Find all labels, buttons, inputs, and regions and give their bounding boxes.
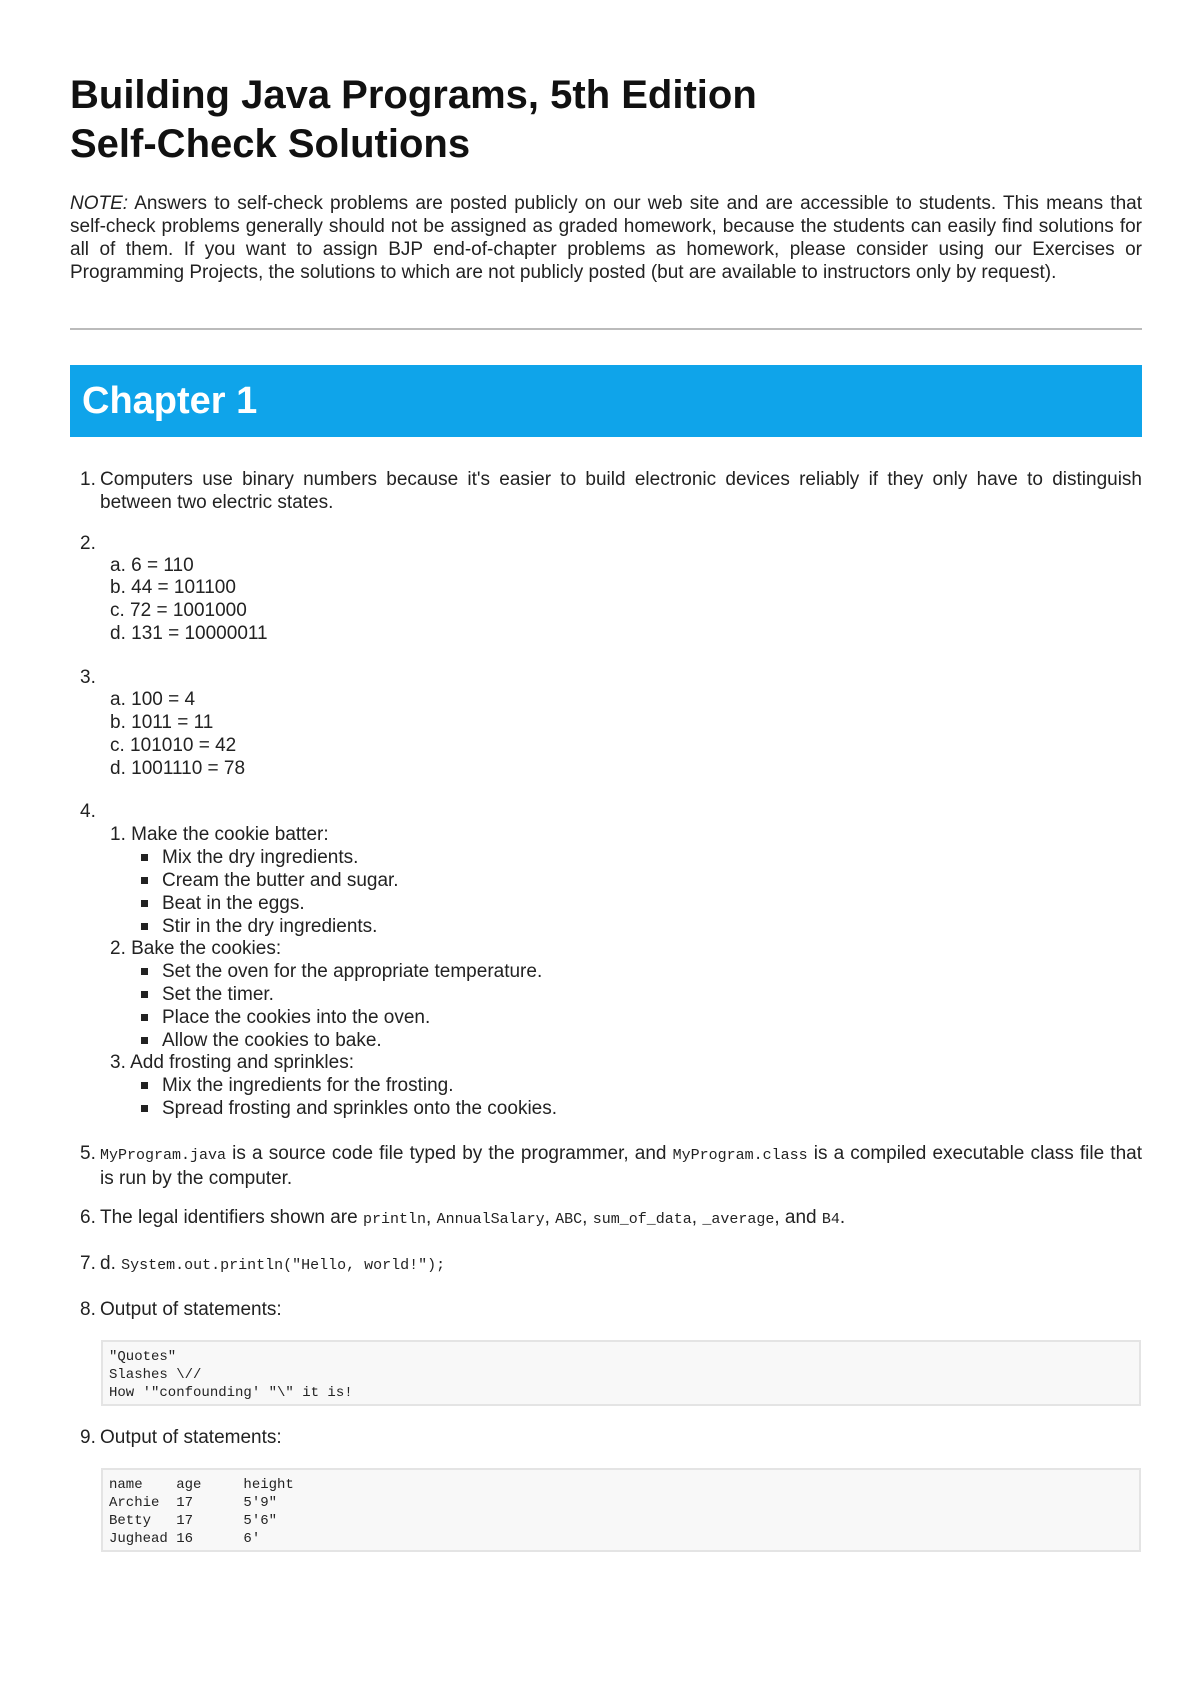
list-item: b. 44 = 101100 bbox=[110, 577, 236, 598]
answer-text bbox=[100, 1252, 1142, 1277]
list-item: c. 72 = 1001000 bbox=[110, 600, 247, 621]
bullet-marker bbox=[141, 854, 148, 861]
answer-number: 6. bbox=[80, 1207, 96, 1228]
bullet-marker bbox=[141, 1037, 148, 1044]
step-label: 1. Make the cookie batter: bbox=[110, 824, 329, 845]
document-title: Building Java Programs, 5th Edition bbox=[70, 73, 757, 117]
code-output-box bbox=[101, 1468, 1141, 1552]
answer-text-part: is a compiled executable class file that is run by the computer. bbox=[100, 1143, 1143, 1189]
answer-letter: d. bbox=[100, 1253, 122, 1274]
answer-6 bbox=[70, 1206, 1142, 1231]
answer-1 bbox=[70, 468, 1142, 514]
chapter-banner bbox=[70, 365, 1142, 437]
answer-number: 9. bbox=[80, 1427, 96, 1448]
note-text: Answers to self-check problems are posted publicly on our web site and are accessible to students. This means that self-check problems generally should not be assigned as graded homework, because the students can easily find solutions for all of them. If you want to assign BJP end-of-chapter problems as homework, please consider using our Exercises or Programming Projects, the solutions to which are not publicly posted (but are available to instructors only by request). bbox=[70, 193, 1142, 283]
code-line: Slashes \// bbox=[109, 1367, 202, 1383]
code-line: name age height bbox=[109, 1477, 294, 1493]
answer-8 bbox=[70, 1298, 1142, 1408]
bullet-marker bbox=[141, 968, 148, 975]
note-paragraph bbox=[70, 192, 1142, 284]
list-item: a. 6 = 110 bbox=[110, 555, 194, 576]
note-label: NOTE: bbox=[70, 193, 129, 214]
code-statement: System.out.println("Hello, world!"); bbox=[121, 1257, 446, 1274]
list-item: c. 101010 = 42 bbox=[110, 735, 237, 756]
answer-4 bbox=[70, 800, 1142, 1130]
bullet-item: Beat in the eggs. bbox=[162, 893, 305, 914]
identifier: B4 bbox=[821, 1211, 840, 1228]
answer-text: Computers use binary numbers because it's easier to build electronic devices reliably if they only have to distinguish between two electric states. bbox=[100, 469, 1142, 513]
code-line: "Quotes" bbox=[109, 1349, 177, 1365]
bullet-item: Cream the butter and sugar. bbox=[162, 870, 399, 891]
bullet-item: Place the cookies into the oven. bbox=[162, 1007, 431, 1028]
code-filename-class: MyProgram.class bbox=[672, 1147, 808, 1164]
document-subtitle: Self-Check Solutions bbox=[70, 122, 471, 166]
answer-7 bbox=[70, 1252, 1142, 1277]
answer-text-part: is a source code file typed by the programmer, and bbox=[226, 1143, 673, 1164]
answer-number: 1. bbox=[80, 469, 96, 490]
code-filename-java: MyProgram.java bbox=[100, 1147, 227, 1164]
bullet-marker bbox=[141, 877, 148, 884]
code-line: Jughead 16 6' bbox=[109, 1531, 261, 1547]
bullet-marker bbox=[141, 1014, 148, 1021]
list-item: d. 1001110 = 78 bbox=[110, 758, 246, 779]
separator: . bbox=[839, 1207, 846, 1228]
answer-text: Output of statements: bbox=[100, 1427, 282, 1448]
code-line: Archie 17 5'9" bbox=[109, 1495, 278, 1511]
answer-number: 4. bbox=[80, 801, 96, 822]
identifier: ABC bbox=[555, 1211, 583, 1228]
answer-text: Output of statements: bbox=[100, 1299, 282, 1320]
chapter-title: Chapter 1 bbox=[82, 380, 258, 422]
answer-2 bbox=[70, 532, 1142, 652]
answer-9 bbox=[70, 1426, 1142, 1556]
identifier: println bbox=[362, 1211, 426, 1228]
step-label: 2. Bake the cookies: bbox=[110, 938, 282, 959]
bullet-marker bbox=[141, 923, 148, 930]
step-label: 3. Add frosting and sprinkles: bbox=[110, 1052, 354, 1073]
bullet-item: Set the timer. bbox=[162, 984, 274, 1005]
identifier: AnnualSalary bbox=[436, 1211, 545, 1228]
horizontal-divider bbox=[70, 328, 1142, 330]
separator: , bbox=[582, 1207, 593, 1228]
identifier: _average bbox=[702, 1211, 775, 1228]
answer-text-part: The legal identifiers shown are bbox=[100, 1207, 363, 1228]
bullet-item: Set the oven for the appropriate temperature. bbox=[162, 961, 543, 982]
separator: , bbox=[544, 1207, 556, 1228]
list-item: d. 131 = 10000011 bbox=[110, 623, 268, 644]
separator: , bbox=[426, 1207, 437, 1228]
bullet-marker bbox=[141, 1082, 148, 1089]
answer-text bbox=[100, 1142, 1142, 1190]
identifier: sum_of_data bbox=[592, 1211, 692, 1228]
code-line: Betty 17 5'6" bbox=[109, 1513, 278, 1529]
bullet-item: Stir in the dry ingredients. bbox=[162, 916, 378, 937]
bullet-marker bbox=[141, 1105, 148, 1112]
separator: , bbox=[691, 1207, 703, 1228]
answer-number: 2. bbox=[80, 533, 96, 554]
bullet-item: Allow the cookies to bake. bbox=[162, 1030, 382, 1051]
answer-text bbox=[100, 1206, 1142, 1231]
bullet-item: Mix the ingredients for the frosting. bbox=[162, 1075, 454, 1096]
bullet-marker bbox=[141, 900, 148, 907]
bullet-marker bbox=[141, 991, 148, 998]
answer-5 bbox=[70, 1142, 1142, 1190]
answer-number: 8. bbox=[80, 1299, 96, 1320]
code-output-box bbox=[101, 1340, 1141, 1406]
list-item: a. 100 = 4 bbox=[110, 689, 196, 710]
answer-number: 5. bbox=[80, 1143, 96, 1164]
separator: , and bbox=[774, 1207, 822, 1228]
answer-number: 7. bbox=[80, 1253, 96, 1274]
code-line: How '"confounding' "\" it is! bbox=[109, 1385, 353, 1401]
bullet-item: Spread frosting and sprinkles onto the cookies. bbox=[162, 1098, 558, 1119]
answer-3 bbox=[70, 666, 1142, 786]
bullet-item: Mix the dry ingredients. bbox=[162, 847, 359, 868]
list-item: b. 1011 = 11 bbox=[110, 712, 214, 733]
answer-number: 3. bbox=[80, 667, 96, 688]
